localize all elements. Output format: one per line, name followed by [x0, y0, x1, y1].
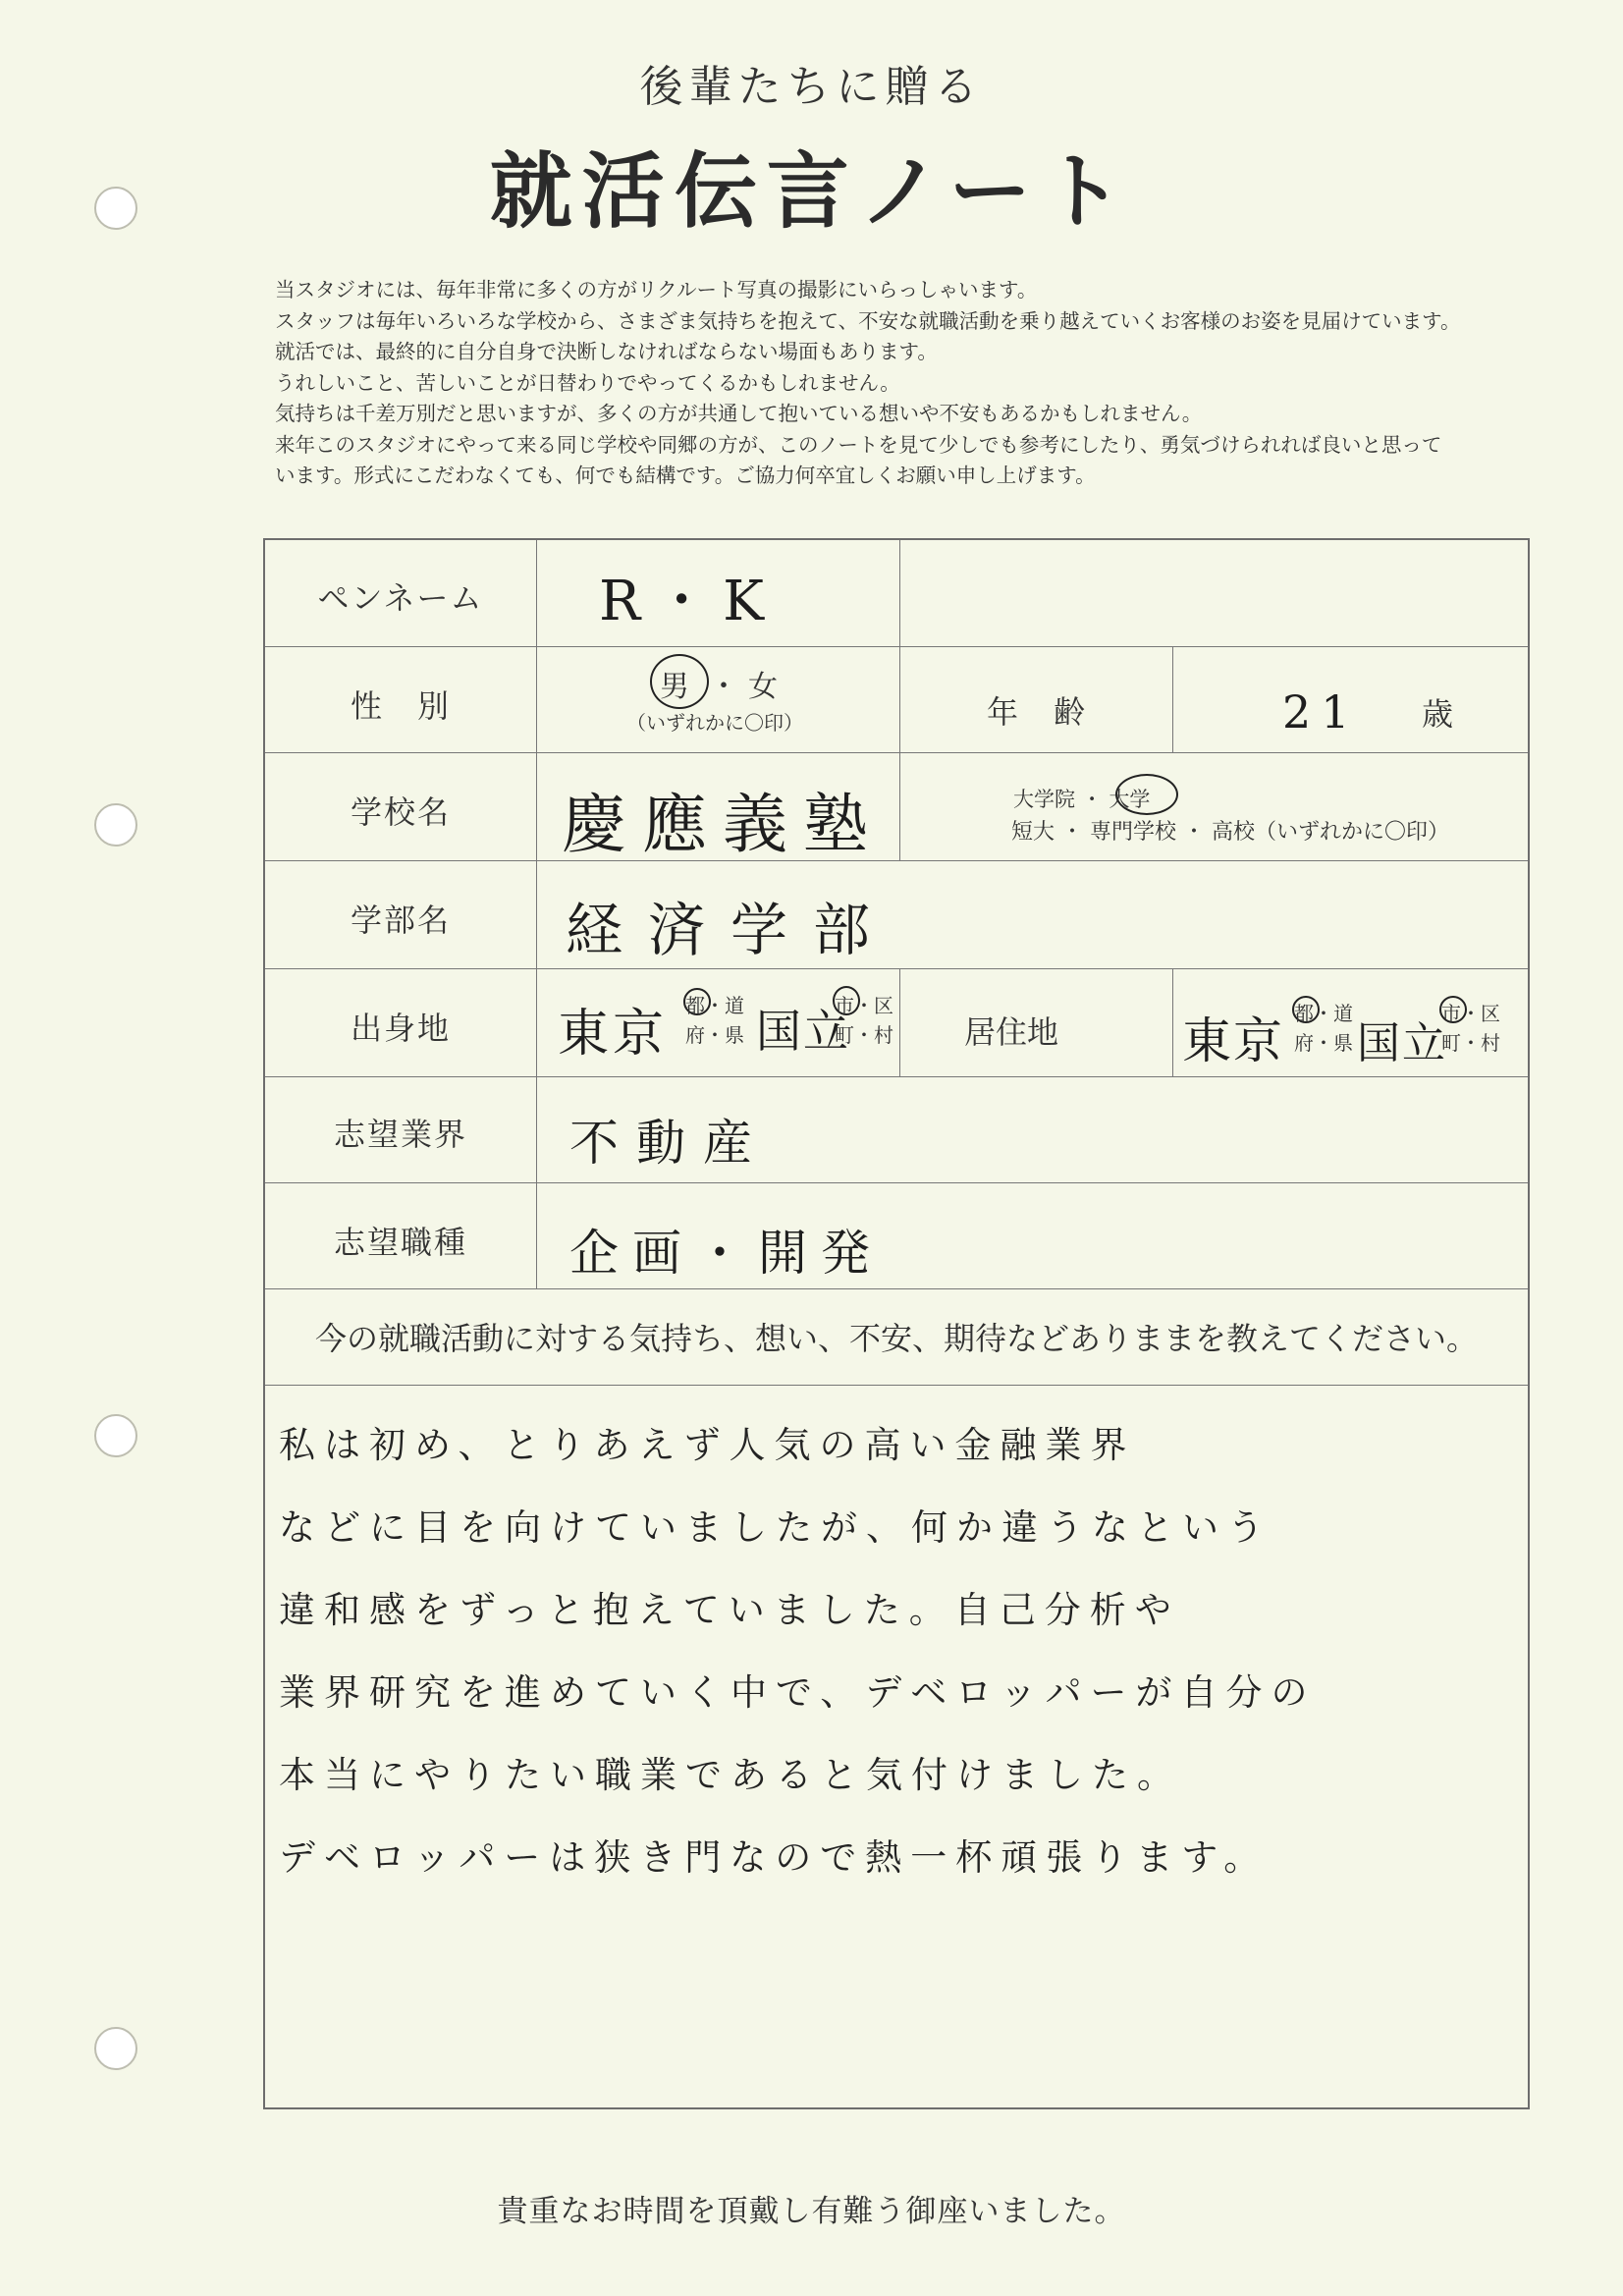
industry-label: 志望業界: [333, 1116, 467, 1153]
age-value: 21: [1282, 685, 1360, 738]
column-divider: [899, 968, 900, 1076]
hometown-city-suffix: 町・村: [835, 1023, 893, 1047]
pen-name-value: R・K: [599, 570, 778, 633]
school-types-line2: 短大 ・ 専門学校 ・ 高校（いずれかに〇印）: [1011, 820, 1449, 845]
column-divider: [1172, 968, 1173, 1076]
age-unit: 歳: [1422, 695, 1454, 733]
message-line: 私は初め、とりあえず人気の高い金融業界: [279, 1424, 1136, 1466]
intro-line: います。形式にこだわなくても、何でも結構です。ご協力何卒宜しくお願い申し上げます。: [275, 464, 1096, 487]
message-line: デベロッパーは狭き門なので熱一杯頑張ります。: [279, 1836, 1270, 1879]
school-label: 学校名: [350, 793, 451, 831]
row-divider: [265, 752, 1528, 753]
industry-value: 不動産: [569, 1115, 770, 1172]
hometown-city: 国立: [756, 1005, 850, 1058]
gender-dot: ・: [709, 670, 738, 704]
free-comment-prompt: 今の就職活動に対する気持ち、想い、不安、期待などありままを教えてください。: [314, 1320, 1478, 1357]
intro-line: 来年このスタジオにやって来る同じ学校や同郷の方が、このノートを見て少しでも参考にしたり、勇気づけられれば良いと思って: [275, 432, 1442, 457]
residence-pref-suffix: 都・道: [1294, 1002, 1353, 1025]
intro-line: 当スタジオには、毎年非常に多くの方がリクルート写真の撮影にいらっしゃいます。: [275, 278, 1038, 301]
hometown-label: 出身地: [350, 1010, 451, 1047]
column-divider: [536, 540, 537, 1288]
hometown-city-suffix: 市・区: [835, 994, 893, 1017]
gender-female: 女: [748, 670, 778, 704]
page-title: 就活伝言ノート: [489, 143, 1134, 240]
pen-name-label: ペンネーム: [317, 579, 484, 617]
residence-city: 国立: [1357, 1018, 1447, 1068]
gender-male: 男: [660, 670, 689, 704]
hometown-pref: 東京: [558, 1005, 669, 1064]
message-line: 本当にやりたい職業であると気付けました。: [279, 1754, 1182, 1796]
message-line: 違和感をずっと抱えていました。自己分析や: [279, 1589, 1180, 1631]
intro-line: 気持ちは千差万別だと思いますが、多くの方が共通して抱いている想いや不安もあるかもしれません。: [275, 402, 1203, 425]
page-subtitle: 後輩たちに贈る: [639, 62, 984, 112]
questionnaire-form: [263, 538, 1530, 2109]
row-divider: [265, 1385, 1528, 1386]
school-value: 慶應義塾: [562, 787, 884, 862]
faculty-value: 経済学部: [566, 897, 896, 963]
residence-city-suffix: 市・区: [1441, 1002, 1500, 1025]
binder-hole: [94, 803, 137, 847]
intro-text: [275, 275, 1610, 492]
row-divider: [265, 1182, 1528, 1183]
footer-thanks: 貴重なお時間を頂戴し有難う御座いました。: [497, 2194, 1126, 2229]
message-line: などに目を向けていましたが、何か違うなという: [279, 1506, 1272, 1549]
residence-pref: 東京: [1182, 1012, 1284, 1069]
residence-pref-suffix: 府・県: [1294, 1031, 1353, 1055]
free-comment-message: [279, 1404, 1526, 1899]
job-value: 企画・開発: [569, 1225, 884, 1282]
faculty-label: 学部名: [350, 902, 451, 939]
hometown-pref-suffix: 府・県: [685, 1023, 744, 1047]
job-label: 志望職種: [333, 1224, 467, 1261]
column-divider: [899, 540, 900, 860]
residence-label: 居住地: [964, 1013, 1059, 1051]
hometown-pref-suffix: 都・道: [685, 994, 744, 1017]
intro-line: 就活では、最終的に自分自身で決断しなければならない場面もあります。: [275, 340, 938, 363]
residence-city-suffix: 町・村: [1441, 1031, 1500, 1055]
row-divider: [265, 968, 1528, 969]
row-divider: [265, 1076, 1528, 1077]
binder-hole: [94, 2027, 137, 2070]
row-divider: [265, 860, 1528, 861]
message-line: 業界研究を進めていく中で、デベロッパーが自分の: [279, 1671, 1317, 1714]
row-divider: [265, 1288, 1528, 1289]
school-types-line1: 大学院 ・ 大学: [1013, 788, 1151, 811]
gender-note: （いずれかに〇印）: [626, 711, 803, 735]
row-divider: [265, 646, 1528, 647]
age-label: 年 齢: [987, 693, 1088, 731]
gender-label: 性 別: [350, 687, 451, 725]
intro-line: うれしいこと、苦しいことが日替わりでやってくるかもしれません。: [275, 370, 900, 395]
column-divider: [1172, 646, 1173, 752]
binder-hole: [94, 1414, 137, 1457]
intro-line: スタッフは毎年いろいろな学校から、さまざま気持ちを抱えて、不安な就職活動を乗り越えていくお客様のお姿を見届けています。: [275, 308, 1461, 333]
